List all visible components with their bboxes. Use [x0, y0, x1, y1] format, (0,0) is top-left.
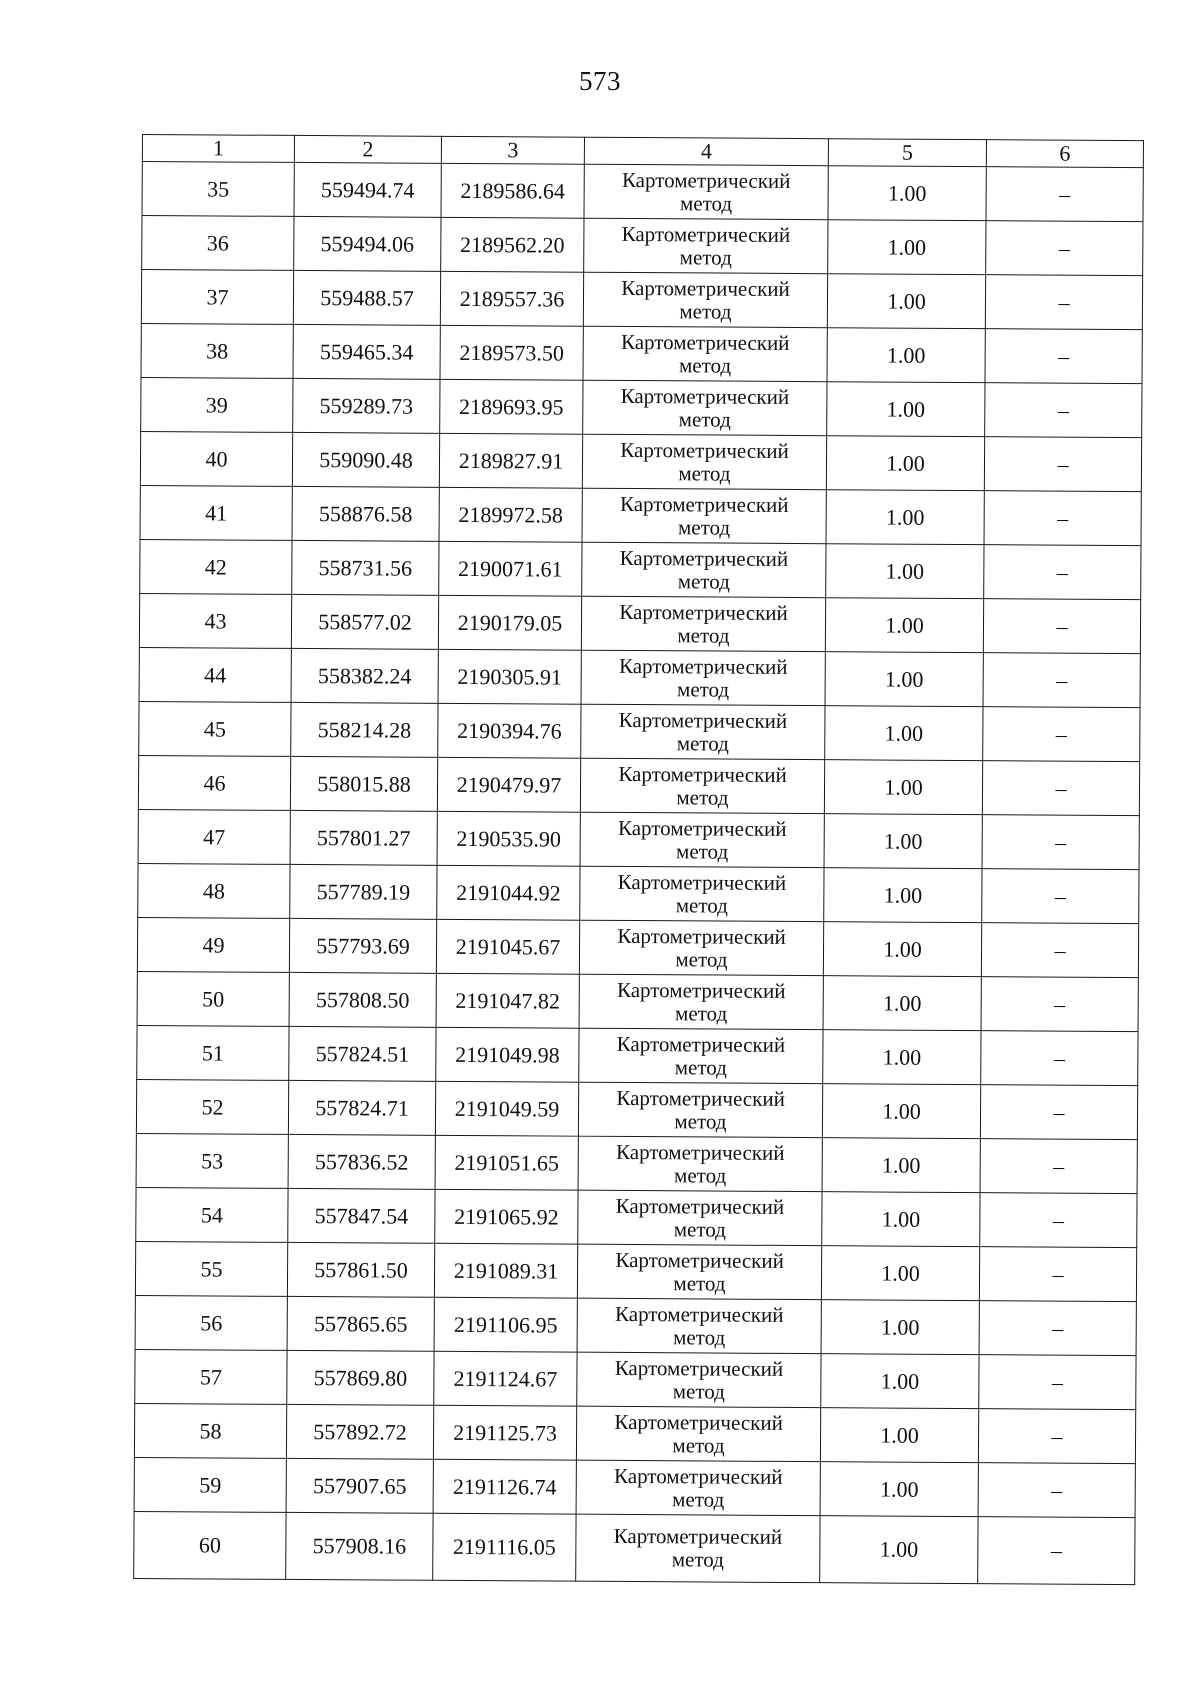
x-coordinate-cell: 557847.54: [288, 1188, 435, 1243]
x-coordinate-cell: 557907.65: [286, 1458, 433, 1513]
method-line-1: Картометрический: [618, 707, 788, 733]
method-line-1: Картометрический: [621, 275, 790, 301]
x-coordinate-cell: 558214.28: [291, 702, 438, 757]
method-line-1: Картометрический: [617, 923, 786, 949]
method-line-1: Картометрический: [615, 1247, 784, 1273]
x-coordinate-cell: 557824.51: [289, 1026, 436, 1081]
note-cell: –: [980, 1085, 1137, 1140]
point-number-cell: 57: [135, 1349, 287, 1404]
method-cell: [580, 758, 824, 813]
method-cell: [583, 380, 827, 435]
note-cell: –: [978, 1409, 1135, 1464]
method-cell: [582, 434, 826, 489]
y-coordinate-cell: 2191051.65: [435, 1135, 578, 1190]
method-line-1: Картометрический: [621, 167, 791, 193]
note-cell: –: [983, 599, 1140, 654]
method-cell: [584, 164, 828, 219]
note-cell: –: [985, 383, 1142, 438]
y-coordinate-cell: 2189562.20: [441, 217, 584, 272]
note-cell: –: [981, 923, 1138, 978]
table-row: [141, 323, 1142, 383]
method-cell: [579, 1028, 823, 1083]
y-coordinate-cell: 2190394.76: [438, 703, 581, 758]
method-line-1: Картометрический: [616, 977, 786, 1003]
method-line-1: Картометрический: [620, 383, 790, 409]
method-line-1: Картометрический: [617, 869, 787, 895]
y-coordinate-cell: 2191049.59: [435, 1081, 578, 1136]
y-coordinate-cell: 2190179.05: [438, 595, 581, 650]
x-coordinate-cell: 559488.57: [293, 270, 440, 325]
method-line-1: Картометрический: [621, 221, 791, 247]
column-header-1: 1: [142, 135, 294, 163]
method-line-2: метод: [678, 460, 731, 486]
method-line-1: Картометрический: [619, 545, 789, 571]
point-number-cell: 56: [135, 1295, 287, 1350]
x-coordinate-cell: 559090.48: [292, 432, 439, 487]
point-number-cell: 48: [138, 863, 290, 918]
point-number-cell: 51: [137, 1025, 289, 1080]
y-coordinate-cell: 2189693.95: [440, 379, 583, 434]
accuracy-cell: 1.00: [827, 274, 985, 329]
point-number-cell: 58: [134, 1403, 286, 1458]
x-coordinate-cell: 557824.71: [288, 1080, 435, 1135]
method-cell: [584, 218, 828, 273]
x-coordinate-cell: 558382.24: [291, 648, 438, 703]
method-cell: [576, 1406, 820, 1461]
table-row: [139, 593, 1140, 653]
y-coordinate-cell: 2190071.61: [439, 541, 582, 596]
note-cell: –: [978, 1517, 1135, 1585]
table-row: [134, 1511, 1135, 1584]
y-coordinate-cell: 2189573.50: [440, 325, 583, 380]
accuracy-cell: 1.00: [824, 760, 982, 815]
column-header-4: 4: [584, 137, 828, 165]
table-row: [140, 539, 1141, 599]
method-cell: [577, 1298, 821, 1353]
method-cell: [579, 974, 823, 1029]
method-line-2: метод: [672, 1486, 725, 1512]
method-cell: [580, 866, 824, 921]
point-number-cell: 36: [142, 216, 294, 271]
table-row: [141, 377, 1142, 437]
y-coordinate-cell: 2191125.73: [433, 1405, 576, 1460]
method-line-2: метод: [676, 730, 729, 756]
y-coordinate-cell: 2191116.05: [433, 1513, 576, 1581]
note-cell: –: [981, 977, 1138, 1032]
y-coordinate-cell: 2189827.91: [439, 433, 582, 488]
method-line-1: Картометрический: [617, 815, 787, 841]
method-cell: [583, 326, 827, 381]
table-row: [139, 647, 1140, 707]
method-cell: [579, 920, 823, 975]
accuracy-cell: 1.00: [821, 1354, 979, 1409]
method-cell: [580, 812, 824, 867]
method-line-2: метод: [677, 676, 730, 702]
point-number-cell: 53: [136, 1133, 288, 1188]
method-cell: [581, 704, 825, 759]
table-row: [138, 863, 1139, 923]
x-coordinate-cell: 557836.52: [288, 1134, 435, 1189]
note-cell: –: [985, 329, 1142, 384]
method-line-2: метод: [673, 1324, 726, 1350]
accuracy-cell: 1.00: [827, 328, 985, 383]
point-number-cell: 50: [137, 971, 289, 1026]
method-line-1: Картометрический: [614, 1355, 784, 1381]
method-cell: [578, 1082, 822, 1137]
accuracy-cell: 1.00: [828, 166, 986, 221]
accuracy-cell: 1.00: [823, 976, 981, 1031]
note-cell: –: [985, 275, 1142, 330]
method-line-2: метод: [674, 1108, 727, 1134]
method-line-1: Картометрический: [615, 1139, 785, 1165]
method-cell: [577, 1244, 821, 1299]
accuracy-cell: 1.00: [825, 598, 983, 653]
method-line-1: Картометрический: [613, 1523, 783, 1549]
y-coordinate-cell: 2190305.91: [438, 649, 581, 704]
table-row: [142, 162, 1143, 222]
method-line-2: метод: [679, 190, 733, 216]
table-row: [138, 809, 1139, 869]
method-cell: [578, 1136, 822, 1191]
x-coordinate-cell: 559465.34: [293, 324, 440, 379]
point-number-cell: 42: [140, 539, 292, 594]
x-coordinate-cell: 557908.16: [286, 1512, 433, 1580]
point-number-cell: 43: [139, 593, 291, 648]
method-line-2: метод: [676, 838, 729, 864]
method-line-1: Картометрический: [616, 1085, 785, 1111]
method-cell: [581, 596, 825, 651]
method-line-2: метод: [673, 1270, 726, 1296]
note-cell: –: [980, 1193, 1137, 1248]
x-coordinate-cell: 557861.50: [287, 1242, 434, 1297]
note-cell: –: [982, 815, 1139, 870]
method-line-1: Картометрический: [615, 1193, 785, 1219]
note-cell: –: [978, 1463, 1135, 1518]
method-line-2: метод: [679, 298, 732, 324]
note-cell: –: [979, 1355, 1136, 1410]
method-line-2: метод: [678, 352, 732, 378]
point-number-cell: 60: [134, 1511, 286, 1579]
table-row: [137, 917, 1138, 977]
x-coordinate-cell: 557801.27: [290, 810, 437, 865]
method-cell: [582, 542, 826, 597]
point-number-cell: 52: [136, 1079, 288, 1134]
table-row: [134, 1403, 1135, 1463]
column-header-5: 5: [828, 139, 986, 167]
y-coordinate-cell: 2191124.67: [434, 1351, 577, 1406]
accuracy-cell: 1.00: [822, 1192, 980, 1247]
x-coordinate-cell: 558577.02: [291, 594, 438, 649]
method-line-1: Картометрический: [618, 761, 787, 787]
accuracy-cell: 1.00: [826, 544, 984, 599]
method-line-2: метод: [675, 946, 728, 972]
point-number-cell: 38: [141, 323, 293, 378]
page-number: 573: [579, 66, 621, 96]
method-line-2: метод: [674, 1162, 727, 1188]
method-line-2: метод: [676, 784, 729, 810]
y-coordinate-cell: 2190535.90: [437, 811, 580, 866]
point-number-cell: 41: [140, 485, 292, 540]
y-coordinate-cell: 2191089.31: [434, 1243, 577, 1298]
table-row: [140, 431, 1141, 491]
method-line-2: метод: [677, 622, 730, 648]
y-coordinate-cell: 2191065.92: [435, 1189, 578, 1244]
table-row: [136, 1079, 1137, 1139]
x-coordinate-cell: 557892.72: [286, 1404, 433, 1459]
accuracy-cell: 1.00: [820, 1462, 978, 1517]
method-line-2: метод: [679, 244, 732, 270]
method-line-2: метод: [677, 568, 730, 594]
x-coordinate-cell: 558731.56: [292, 540, 439, 595]
note-cell: –: [980, 1139, 1137, 1194]
x-coordinate-cell: 557869.80: [287, 1350, 434, 1405]
table-row: [138, 755, 1139, 815]
accuracy-cell: 1.00: [825, 652, 983, 707]
y-coordinate-cell: 2191045.67: [436, 919, 579, 974]
method-line-1: Картометрический: [618, 653, 788, 679]
point-number-cell: 47: [138, 809, 290, 864]
y-coordinate-cell: 2191044.92: [437, 865, 580, 920]
point-number-cell: 49: [137, 917, 289, 972]
point-number-cell: 35: [142, 162, 294, 217]
accuracy-cell: 1.00: [824, 868, 982, 923]
column-header-2: 2: [294, 135, 441, 163]
table-row: [135, 1241, 1136, 1301]
method-line-2: метод: [672, 1432, 725, 1458]
table-row: [142, 216, 1143, 276]
y-coordinate-cell: 2189557.36: [440, 271, 583, 326]
method-line-2: метод: [675, 892, 728, 918]
table-row: [140, 485, 1141, 545]
table-row: [135, 1295, 1136, 1355]
method-line-2: метод: [673, 1216, 726, 1242]
method-cell: [582, 488, 826, 543]
table-row: [137, 1025, 1138, 1085]
method-cell: [576, 1514, 820, 1582]
accuracy-cell: 1.00: [822, 1084, 980, 1139]
table-body: [134, 162, 1144, 1585]
y-coordinate-cell: 2191106.95: [434, 1297, 577, 1352]
accuracy-cell: 1.00: [820, 1516, 978, 1584]
accuracy-cell: 1.00: [827, 382, 985, 437]
accuracy-cell: 1.00: [823, 922, 981, 977]
method-line-1: Картометрический: [620, 329, 790, 355]
note-cell: –: [984, 491, 1141, 546]
note-cell: –: [979, 1301, 1136, 1356]
x-coordinate-cell: 559494.74: [294, 162, 441, 217]
x-coordinate-cell: 557865.65: [287, 1296, 434, 1351]
coordinates-table: [133, 134, 1144, 1585]
y-coordinate-cell: 2189972.58: [439, 487, 582, 542]
accuracy-cell: 1.00: [824, 814, 982, 869]
point-number-cell: 39: [141, 377, 293, 432]
note-cell: –: [979, 1247, 1136, 1302]
method-line-1: Картометрический: [614, 1409, 783, 1435]
column-header-6: 6: [986, 140, 1143, 168]
method-line-2: метод: [677, 514, 731, 540]
x-coordinate-cell: 559494.06: [294, 216, 441, 271]
y-coordinate-cell: 2191126.74: [433, 1459, 576, 1514]
column-header-3: 3: [441, 136, 584, 164]
x-coordinate-cell: 557808.50: [289, 972, 436, 1027]
method-line-2: метод: [671, 1547, 724, 1572]
x-coordinate-cell: 558015.88: [290, 756, 437, 811]
accuracy-cell: 1.00: [822, 1138, 980, 1193]
table-row: [136, 1133, 1137, 1193]
accuracy-cell: 1.00: [828, 220, 986, 275]
accuracy-cell: 1.00: [826, 436, 984, 491]
point-number-cell: 40: [140, 431, 292, 486]
note-cell: –: [981, 1031, 1138, 1086]
accuracy-cell: 1.00: [821, 1246, 979, 1301]
accuracy-cell: 1.00: [820, 1408, 978, 1463]
note-cell: –: [984, 545, 1141, 600]
x-coordinate-cell: 559289.73: [293, 378, 440, 433]
method-cell: [578, 1190, 822, 1245]
table-row: [134, 1457, 1135, 1517]
note-cell: –: [984, 437, 1141, 492]
note-cell: –: [982, 761, 1139, 816]
point-number-cell: 59: [134, 1457, 286, 1512]
x-coordinate-cell: 557789.19: [290, 864, 437, 919]
method-cell: [581, 650, 825, 705]
method-line-1: Картометрический: [616, 1031, 786, 1057]
method-line-1: Картометрический: [619, 599, 788, 625]
y-coordinate-cell: 2190479.97: [437, 757, 580, 812]
y-coordinate-cell: 2191047.82: [436, 973, 579, 1028]
accuracy-cell: 1.00: [823, 1030, 981, 1085]
note-cell: –: [986, 221, 1143, 276]
method-line-1: Картометрический: [619, 491, 789, 517]
note-cell: –: [983, 653, 1140, 708]
table-row: [136, 1187, 1137, 1247]
y-coordinate-cell: 2191049.98: [436, 1027, 579, 1082]
point-number-cell: 44: [139, 647, 291, 702]
accuracy-cell: 1.00: [821, 1300, 979, 1355]
table-row: [135, 1349, 1136, 1409]
method-cell: [577, 1352, 821, 1407]
method-line-2: метод: [674, 1054, 727, 1080]
y-coordinate-cell: 2189586.64: [441, 163, 584, 218]
method-line-1: Картометрический: [614, 1463, 783, 1489]
note-cell: –: [986, 167, 1143, 222]
method-line-1: Картометрический: [614, 1301, 784, 1327]
method-line-2: метод: [672, 1378, 725, 1404]
method-cell: [583, 272, 827, 327]
x-coordinate-cell: 557793.69: [289, 918, 436, 973]
x-coordinate-cell: 558876.58: [292, 486, 439, 541]
table-row: [141, 270, 1142, 330]
note-cell: –: [983, 707, 1140, 762]
point-number-cell: 37: [141, 270, 293, 325]
table-row: [139, 701, 1140, 761]
method-line-2: метод: [678, 406, 731, 432]
table-row: [137, 971, 1138, 1031]
point-number-cell: 45: [139, 701, 291, 756]
point-number-cell: 46: [138, 755, 290, 810]
note-cell: –: [982, 869, 1139, 924]
point-number-cell: 54: [136, 1187, 288, 1242]
point-number-cell: 55: [135, 1241, 287, 1296]
method-cell: [576, 1460, 820, 1515]
method-line-2: метод: [675, 1000, 728, 1026]
method-line-1: Картометрический: [620, 437, 789, 463]
accuracy-cell: 1.00: [825, 706, 983, 761]
accuracy-cell: 1.00: [826, 490, 984, 545]
